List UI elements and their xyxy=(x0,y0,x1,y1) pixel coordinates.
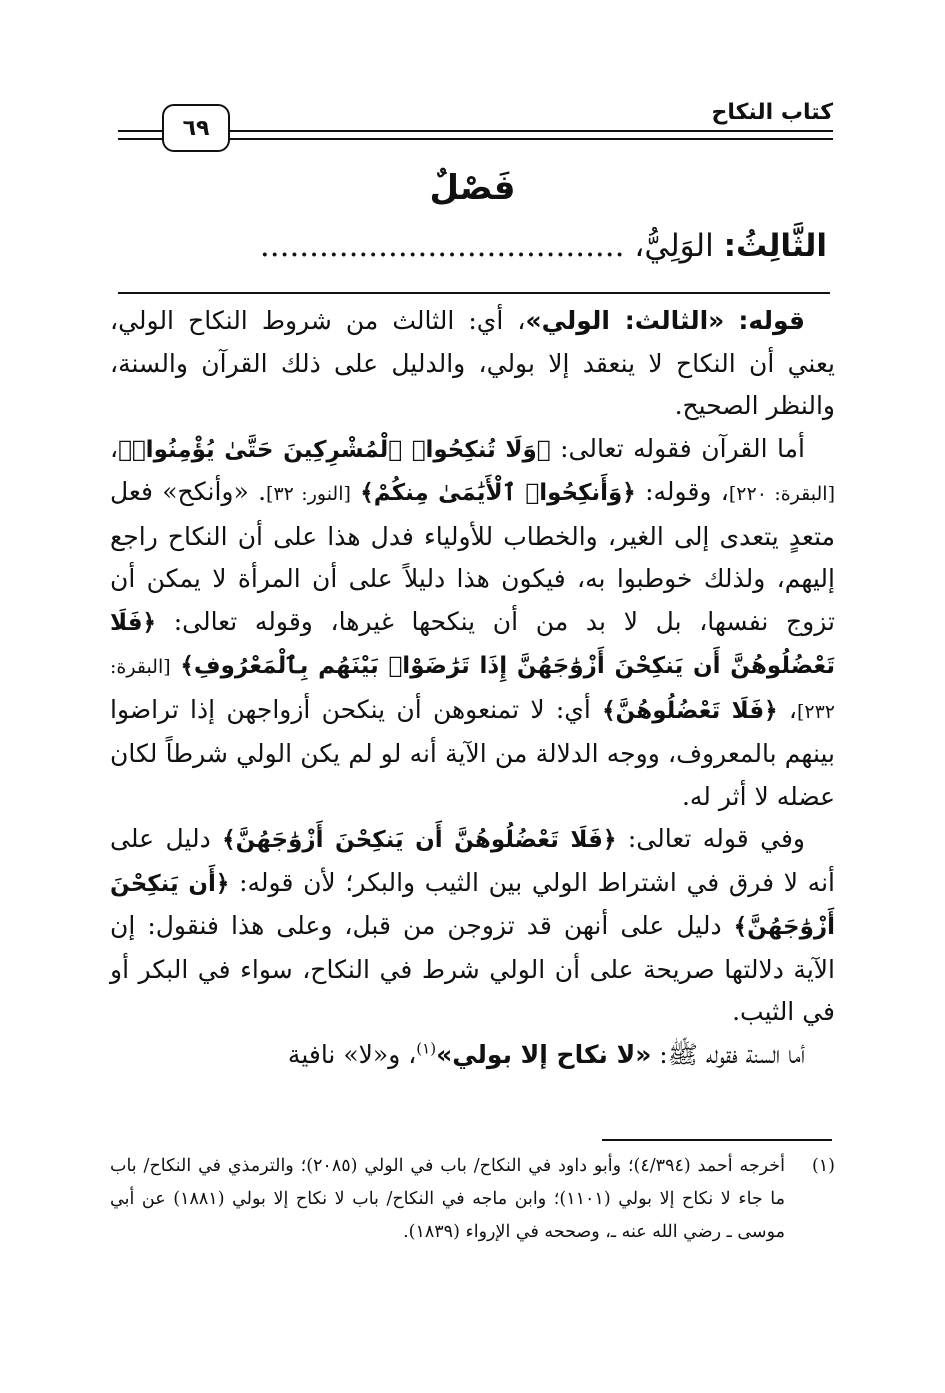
p4-text-1: أما السنة فقوله ﷺ: xyxy=(651,1039,805,1069)
p3-text-2: دليل على أنه لا فرق في اشتراط الولي بين الثيب والبكر؛ لأن قوله: xyxy=(110,824,835,897)
footnote-number: (١) xyxy=(811,1156,835,1176)
commentary-body xyxy=(110,300,835,1076)
p3-text-1: وفي قوله تعالى: xyxy=(616,824,805,853)
quran-verse-6: ﴿أَن يَنكِحْنَ أَزْوَٰجَهُنَّ﴾ xyxy=(110,870,835,940)
p2-text-6 xyxy=(171,650,181,679)
verse-reference-2: [النور: ٣٢] xyxy=(266,483,351,505)
matn-line xyxy=(117,228,827,264)
p4-text-2: ، و«لا» نافية xyxy=(287,1039,417,1069)
footnote-text: أخرجه أحمد (٤/٣٩٤)؛ وأبو داود في النكاح/ باب في الولي (٢٠٨٥)؛ والترمذي في النكاح/ باب ما جاء لا نكاح إلا بولي (١١٠١)؛ وابن ماجه في النكاح/ باب لا نكاح إلا بولي (١٨٨١) عن أبي موسى ـ رضي الله عنه ـ، وصححه في الإرواء (١٨٣٩). xyxy=(110,1156,785,1242)
section-heading: فَصْلٌ xyxy=(429,168,516,208)
page-number-box xyxy=(162,104,230,152)
p2-text-2: ، xyxy=(110,433,119,463)
paragraph-1 xyxy=(110,300,835,428)
footnote-marker[interactable]: (١) xyxy=(416,1039,437,1058)
paragraph-3 xyxy=(110,818,835,1034)
matn-quote: «الثالث: الولي» xyxy=(525,306,725,335)
quran-verse-5: ﴿فَلَا تَعْضُلُوهُنَّ أَن يَنكِحْنَ أَزْوَٰجَهُنَّ﴾ xyxy=(222,827,617,853)
p2-text-1: أما القرآن فقوله تعالى: xyxy=(550,433,805,463)
matn-lead: الثَّالِثُ: xyxy=(723,228,827,264)
quran-verse-2: ﴿وَأَنكِحُوا۟ ٱلْأَيَٰمَىٰ مِنكُمْ﴾ xyxy=(360,480,636,506)
paragraph-4 xyxy=(110,1034,835,1077)
verse-reference-1: [البقرة: ٢٢٠] xyxy=(728,483,835,505)
hadith-quote: «لا نكاح إلا بولي» xyxy=(436,1039,652,1069)
p2-text-5: . «وأنكح» فعل متعدٍ يتعدى إلى الغير، والخطاب للأولياء فدل هذا على أن النكاح راجع إليهم، ولذلك خوطبوا به، فيكون هذا دليلاً على أن المرأة لا يمكن أن تزوج نفسها، بل لا بد من أن ينكحها غيرها، وقوله تعالى: xyxy=(110,477,835,636)
page-number: ٦٩ xyxy=(182,115,210,141)
paragraph-1-text: ، أي: الثالث من شروط النكاح الولي، يعني أن النكاح لا ينعقد إلا بولي، والدليل على ذلك القرآن والسنة، والنظر الصحيح. xyxy=(110,306,835,420)
matn-text: الوَلِيُّ، xyxy=(624,228,724,264)
p2-text-3: ، وقوله: xyxy=(635,477,729,506)
p2-text-4 xyxy=(351,477,360,506)
commentary-label: قوله: xyxy=(738,306,805,335)
footnote-divider xyxy=(602,1139,832,1141)
matn-divider xyxy=(118,292,830,294)
matn-dots: ..................................... xyxy=(259,228,625,264)
p2-text-8: أي: لا تمنعوهن أن ينكحن أزواجهن إذا تراضوا بينهم بالمعروف، ووجه الدلالة من الآية أنه لو لم يكن الولي شرطاً لكان عضله لا أثر له. xyxy=(110,694,835,811)
running-header-title: كتاب النكاح xyxy=(711,100,833,125)
quran-verse-3: ﴿فَلَا تَعْضُلُوهُنَّ أَن يَنكِحْنَ أَزْوَٰجَهُنَّ إِذَا تَرَٰضَوْا۟ بَيْنَهُم بِٱلْمَعْرُوفِ﴾ xyxy=(110,609,835,679)
quran-verse-4: ﴿فَلَا تَعْضُلُوهُنَّ﴾ xyxy=(602,697,778,724)
paragraph-2 xyxy=(110,428,835,819)
p2-text-7: ، xyxy=(777,694,797,724)
p3-text-3: دليل على أنهن قد تزوجن من قبل، وعلى هذا فنقول: إن الآية دلالتها صريحة على أن الولي شرط في النكاح، سواء في البكر أو في الثيب. xyxy=(110,911,835,1026)
verse-reference-3: [البقرة: ٢٣٢] xyxy=(110,656,836,723)
footnotes xyxy=(110,1150,835,1249)
footnote-item xyxy=(110,1150,835,1249)
quran-verse-1: ﴿وَلَا تُنكِحُوا۟ ٱلْمُشْرِكِينَ حَتَّىٰ يُؤْمِنُوا۟﴾ xyxy=(118,436,551,463)
